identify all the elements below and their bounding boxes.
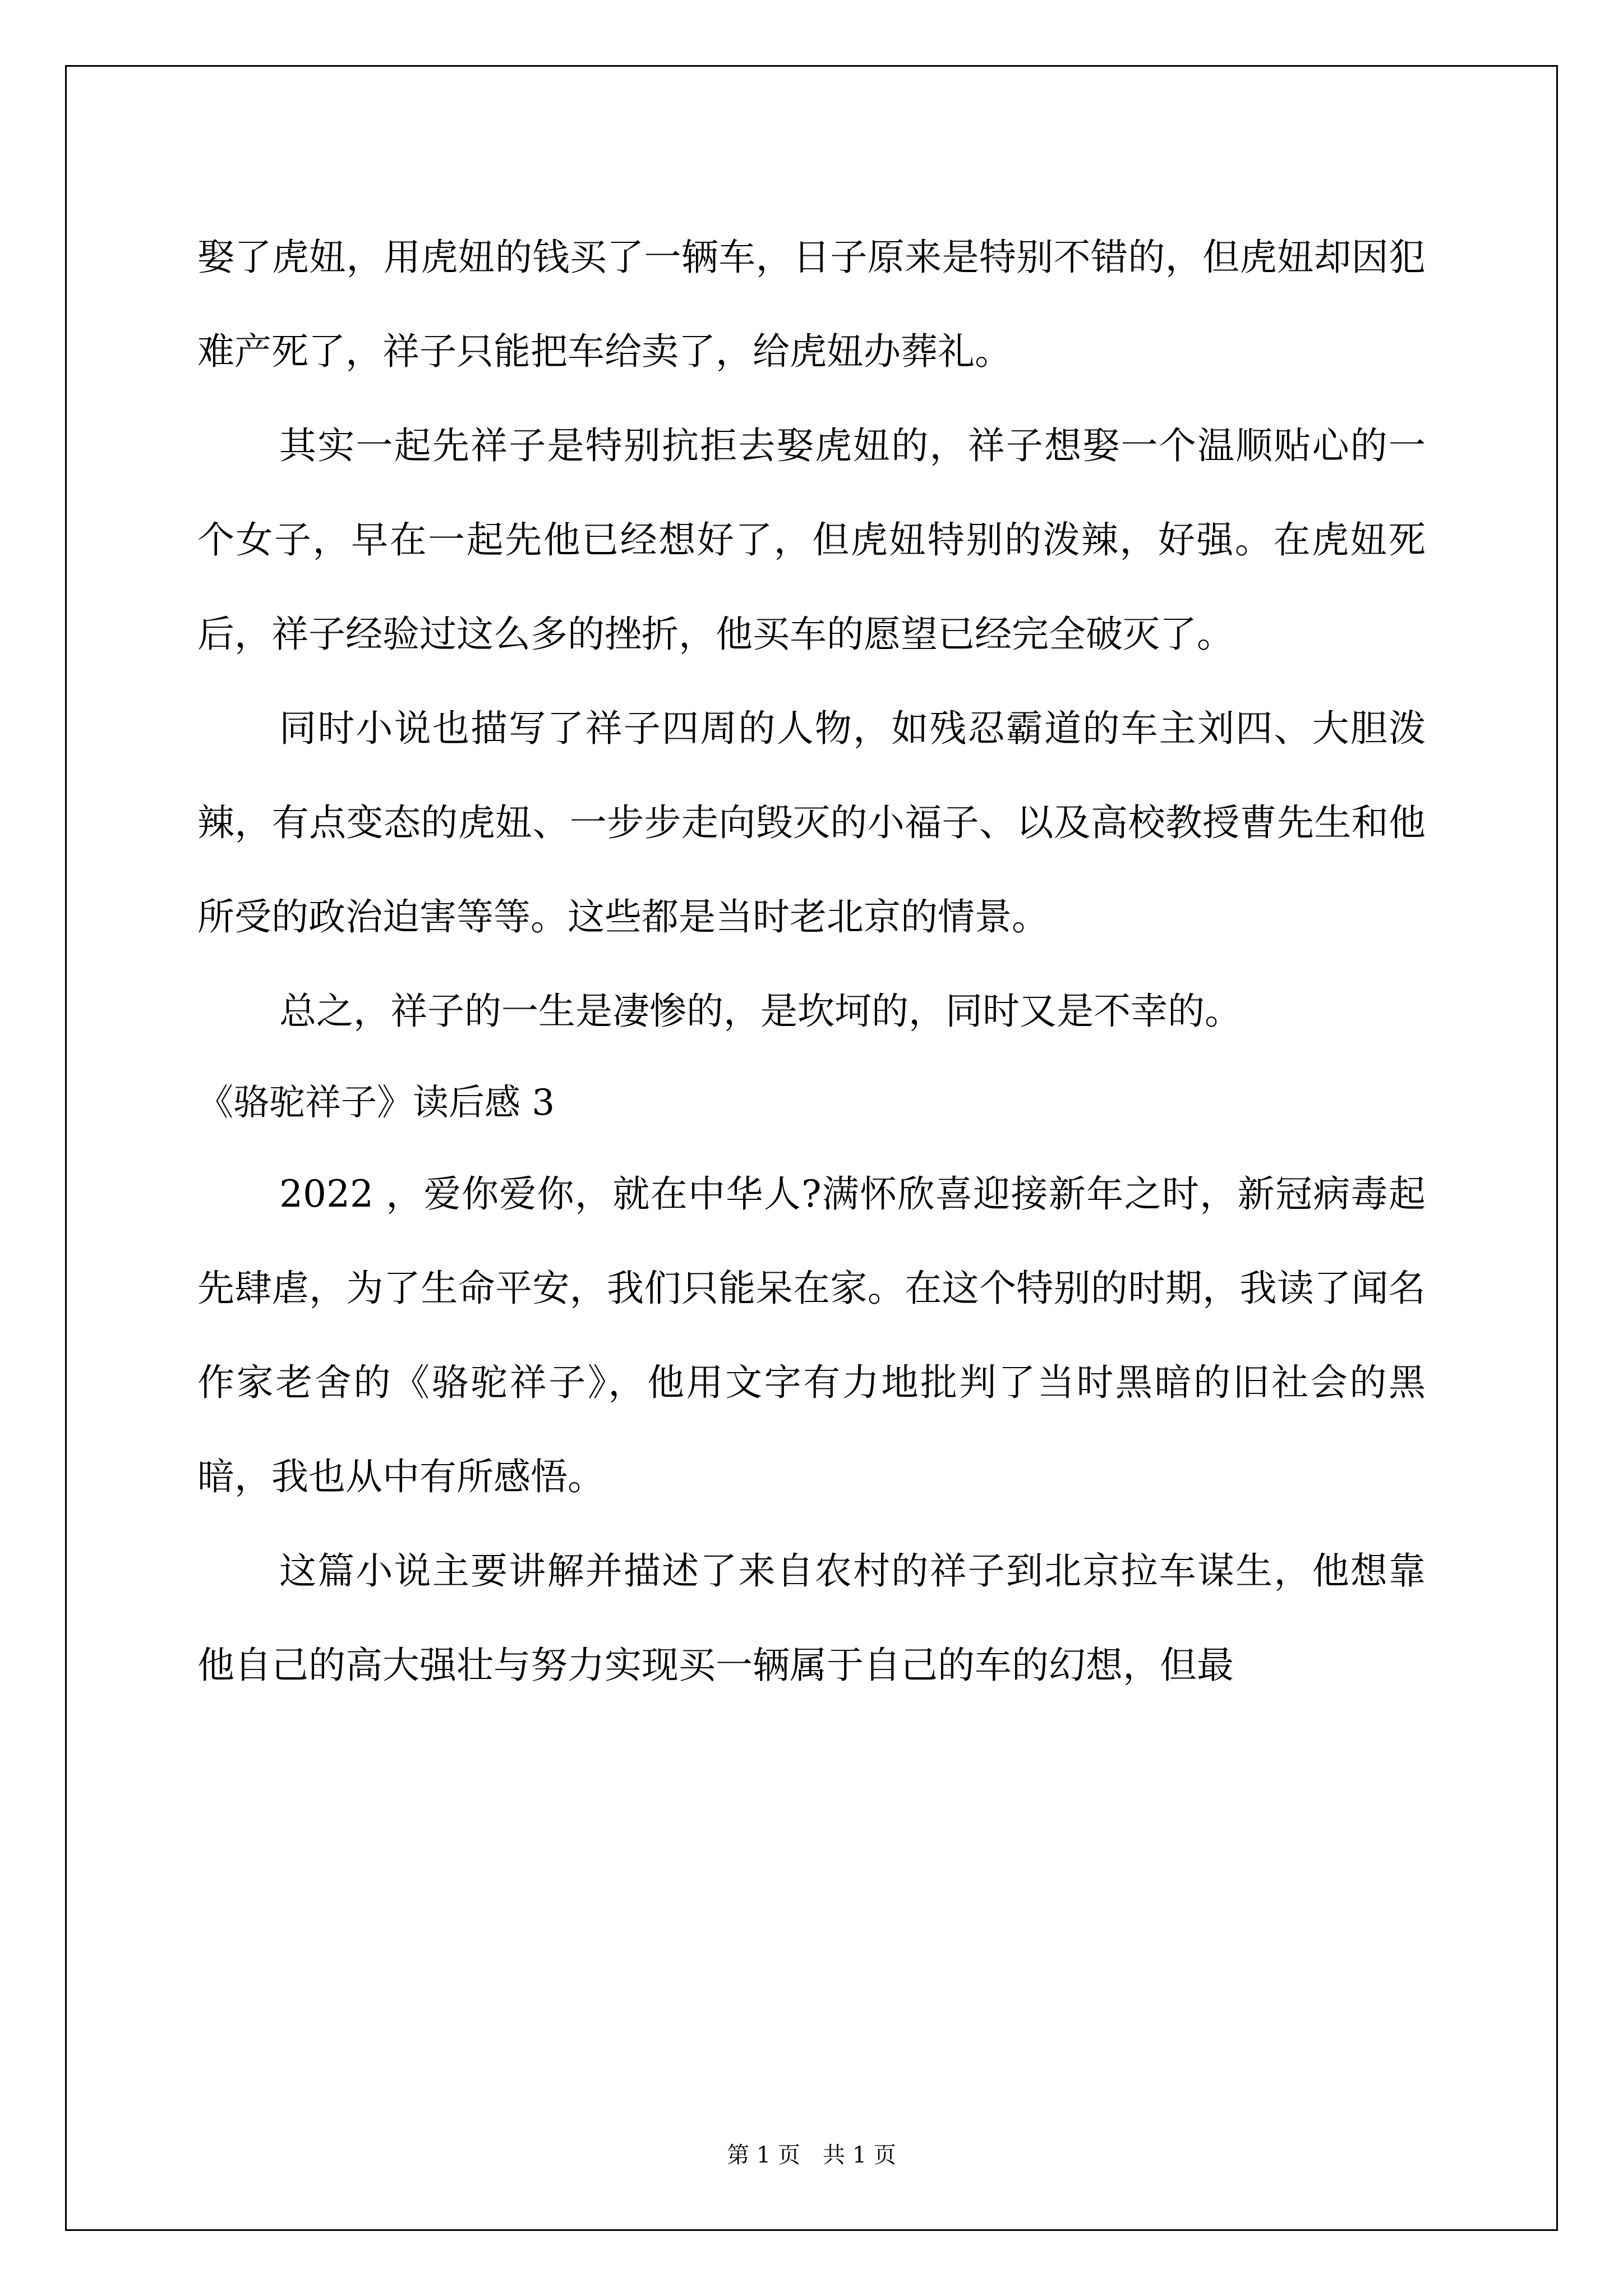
paragraph-3: 同时小说也描写了祥子四周的人物，如残忍霸道的车主刘四、大胆泼辣，有点变态的虎妞、一步步走向毁灭的小福子、以及高校教授曹先生和他所受的政治迫害等等。这些都是当时老北京的情景。	[197, 707, 1426, 938]
paragraph-6: 这篇小说主要讲解并描述了来自农村的祥子到北京拉车谋生，他想靠他自己的高大强壮与努力实现买一辆属于自己的车的幻想，但最	[197, 1549, 1426, 1687]
paragraph-1: 娶了虎妞，用虎妞的钱买了一辆车，日子原来是特别不错的，但虎妞却因犯难产死了，祥子只能把车给卖了，给虎妞办葬礼。	[197, 236, 1426, 373]
paragraph-2: 其实一起先祥子是特别抗拒去娶虎妞的，祥子想娶一个温顺贴心的一个女子，早在一起先他已经想好了，但虎妞特别的泼辣，好强。在虎妞死后，祥子经验过这么多的挫折，他买车的愿望已经完全破灭了。	[197, 424, 1426, 656]
paragraph-5: 2022 ，爱你爱你，就在中华人?满怀欣喜迎接新年之时，新冠病毒起先肆虐，为了生命平安，我们只能呆在家。在这个特别的时期，我读了闻名作家老舍的《骆驼祥子》，他用文字有力地批判了当时黑暗的旧社会的黑暗，我也从中有所感悟。	[197, 1172, 1426, 1498]
section-heading: 《骆驼祥子》读后感 3	[197, 1082, 555, 1124]
paragraph-4: 总之，祥子的一生是凄惨的，是坎坷的，同时又是不幸的。	[279, 990, 1242, 1033]
page-footer: 第 1 页 共 1 页	[727, 2142, 896, 2168]
document-body	[197, 210, 1426, 1713]
